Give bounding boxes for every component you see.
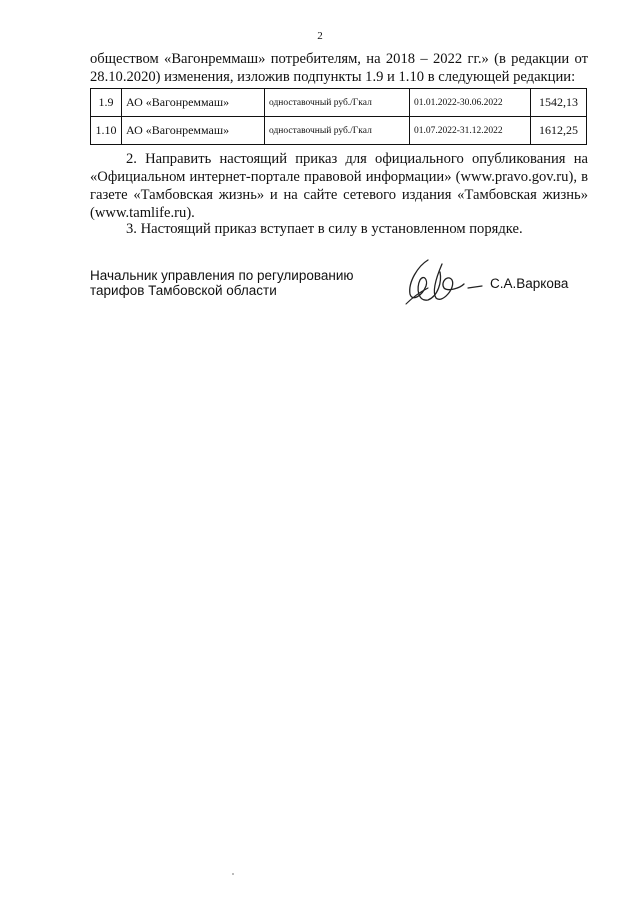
table-row <box>91 89 587 117</box>
handwritten-signature <box>398 252 488 312</box>
position-line-1: Начальник управления по регулированию <box>90 268 354 283</box>
signatory-name: С.А.Варкова <box>490 276 569 291</box>
intro-line-2: 28.10.2020) изменения, изложив подпункты 1.9 и 1.10 в следующей редакции: <box>90 69 576 85</box>
period-cell: 01.01.2022-30.06.2022 <box>410 89 531 117</box>
signatory-position <box>90 268 390 298</box>
intro-line-1: обществом «Вагонреммаш» потребителям, на 2018 – 2022 гг.» (в редакции от <box>90 51 588 67</box>
tariff-type-cell: одноставочный руб./Гкал <box>265 117 410 145</box>
tariff-type-cell: одноставочный руб./Гкал <box>265 89 410 117</box>
tariff-value-cell: 1612,25 <box>531 117 587 145</box>
row-number: 1.10 <box>91 117 122 145</box>
tariff-table <box>90 88 587 145</box>
tariff-value-cell: 1542,13 <box>531 89 587 117</box>
scan-artifact <box>232 873 234 875</box>
position-line-2: тарифов Тамбовской области <box>90 283 277 298</box>
row-number: 1.9 <box>91 89 122 117</box>
page-number: 2 <box>317 30 323 42</box>
intro-paragraph <box>90 50 588 86</box>
organization-cell: АО «Вагонреммаш» <box>122 117 265 145</box>
organization-cell: АО «Вагонреммаш» <box>122 89 265 117</box>
table-row <box>91 117 587 145</box>
period-cell: 01.07.2022-31.12.2022 <box>410 117 531 145</box>
item-2-paragraph: 2. Направить настоящий приказ для официального опубликования на «Официальном интернет-портале правовой информации» (www.pravo.gov.ru), в газете «Тамбовская жизнь» и на сайте сетевого издания «Тамбовская жизнь» (www.tamlife.ru). <box>90 151 588 221</box>
item-3-paragraph: 3. Настоящий приказ вступает в силу в установленном порядке. <box>126 221 523 237</box>
